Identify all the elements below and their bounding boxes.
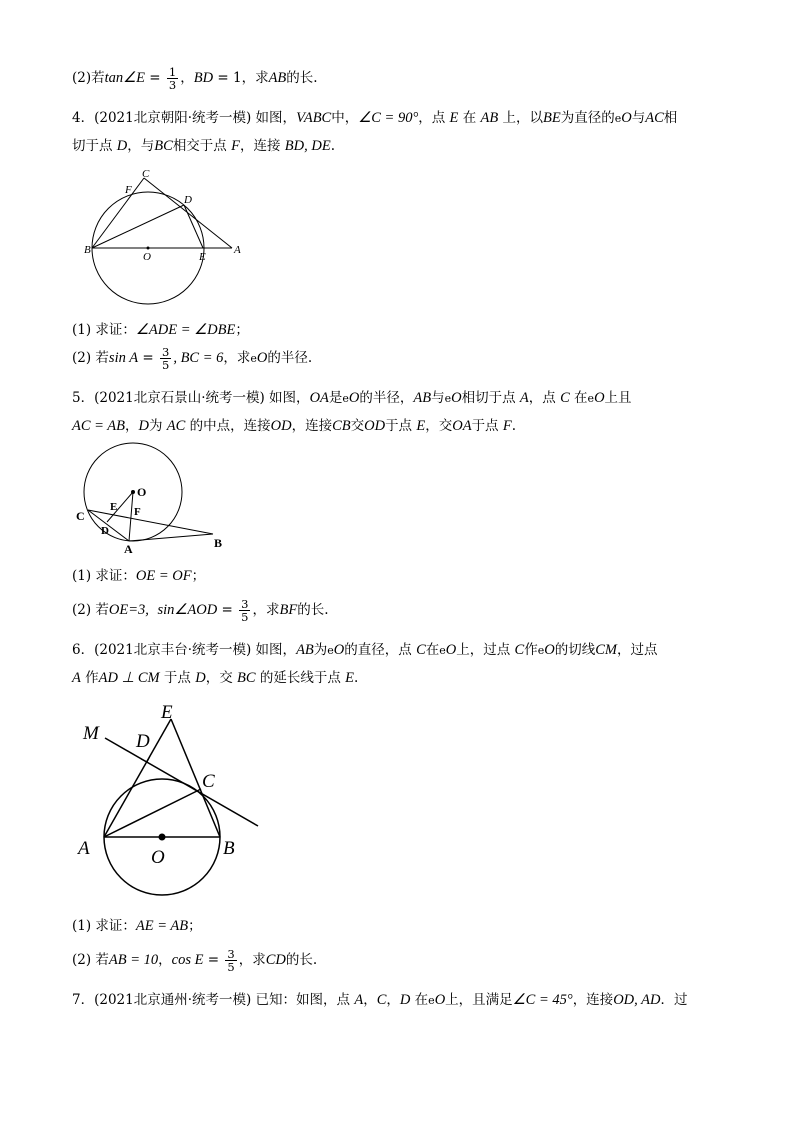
q5-figure <box>70 440 240 558</box>
label-d: D <box>184 194 192 206</box>
q4-part1: (1) 求证：∠ADE = ∠DBE； <box>72 322 249 338</box>
q3-part2: (2)若tan∠E = $\frac{1}{3}$ ，BD = 1，求AB的长. <box>72 65 318 92</box>
fraction: $\frac{3}{5}$ <box>227 947 235 974</box>
fraction: $\frac{3}{5}$ <box>161 345 170 372</box>
point-o <box>147 247 150 250</box>
q6-line2: A 作AD ⊥ CM 于点 D，交 BC 的延长线于点 E. <box>72 670 359 686</box>
label-e: E <box>161 702 173 723</box>
label-m: M <box>83 723 99 744</box>
label-a: A <box>234 244 241 256</box>
label-f: F <box>134 506 141 518</box>
label-a: A <box>78 838 90 859</box>
label-o: O <box>137 485 147 499</box>
segment-ab <box>129 534 213 541</box>
label-b: B <box>214 536 223 550</box>
fraction: $\frac{1}{3}$ <box>168 65 177 92</box>
label-e: E <box>199 251 206 263</box>
q6-part2: (2) 若AB = 10，cos E = $\frac{3}{5}$ ，求CD的长. <box>72 947 318 974</box>
point-o <box>131 490 135 494</box>
tangent-cm <box>105 738 258 826</box>
label-a: A <box>124 542 133 556</box>
fraction: $\frac{3}{5}$ <box>241 597 249 624</box>
q5-line2: AC = AB，D为 AC 的中点，连接OD，连接CB交OD于点 E，交OA于点 F. <box>72 418 517 434</box>
segment-ac <box>104 789 201 837</box>
label-d: D <box>136 731 150 752</box>
label-e: E <box>110 501 118 513</box>
label-d: D <box>101 525 109 537</box>
label-f: F <box>125 184 132 196</box>
q7-line1: 7．(2021北京通州·统考一模) 已知：如图，点 A，C，D 在eO上，且满足∠C = 45°，连接OD, AD．过 <box>72 992 688 1008</box>
q4-part2: (2) 若sin A = $\frac{3}{5}$ , BC = 6，求eO的半径. <box>72 345 313 372</box>
label-o: O <box>143 251 151 263</box>
segment-bc <box>92 178 144 248</box>
label-b: B <box>84 244 91 256</box>
q5-line1: 5．(2021北京石景山·统考一模) 如图，OA是eO的半径，AB与eO相切于点 A，点 C 在eO上且 <box>72 390 632 406</box>
label-c: C <box>142 168 150 180</box>
q6-line1: 6．(2021北京丰台·统考一模) 如图，AB为eO的直径，点 C在eO上，过点 C作eO的切线CM，过点 <box>72 642 658 658</box>
label-o: O <box>151 847 165 868</box>
label-b: B <box>223 838 235 859</box>
label-c: C <box>76 509 85 523</box>
q4-figure <box>80 165 260 305</box>
q4-line1: 4．(2021北京朝阳·统考一模) 如图，VABC中，∠C = 90°，点 E 在 AB 上，以BE为直径的eO与AC相 <box>72 110 678 126</box>
q6-figure <box>75 698 275 898</box>
q6-part1: (1) 求证：AE = AB； <box>72 918 202 934</box>
point-o <box>159 834 166 841</box>
q4-line2: 切于点 D，与BC相交于点 F，连接 BD, DE. <box>72 138 335 154</box>
segment-oa <box>129 492 133 541</box>
q5-part1: (1) 求证：OE = OF； <box>72 568 206 584</box>
q5-part2: (2) 若OE=3, sin∠AOD = $\frac{3}{5}$ ，求BF的长. <box>72 597 329 624</box>
label-c: C <box>202 771 215 792</box>
